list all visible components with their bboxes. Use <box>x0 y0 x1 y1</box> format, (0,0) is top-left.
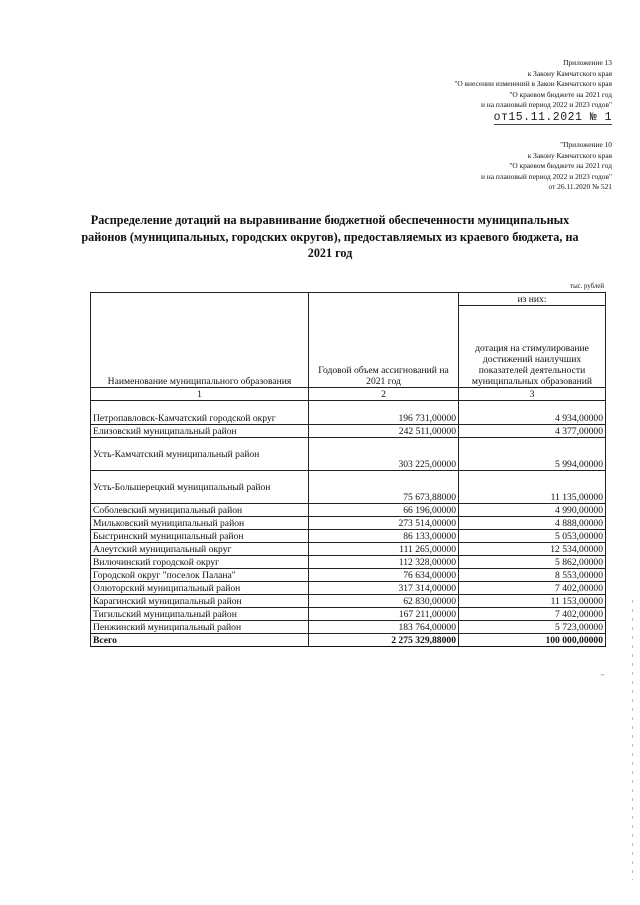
prev-annex-line: "Приложение 10 <box>560 140 612 149</box>
row-incentive: 11 153,00000 <box>459 595 606 608</box>
row-name: Усть-Большерецкий муниципальный район <box>91 471 309 504</box>
col-number: 1 <box>91 388 309 401</box>
row-name: Алеутский муниципальный округ <box>91 543 309 556</box>
row-incentive: 4 934,00000 <box>459 401 606 425</box>
row-incentive: 4 888,00000 <box>459 517 606 530</box>
table-row <box>91 556 606 569</box>
row-name: Усть-Камчатский муниципальный район <box>91 438 309 471</box>
row-annual: 62 830,00000 <box>309 595 459 608</box>
total-annual: 2 275 329,88000 <box>309 634 459 647</box>
row-name: Елизовский муниципальный район <box>91 425 309 438</box>
annex-line: к Закону Камчатского края <box>527 68 612 78</box>
table-row <box>91 543 606 556</box>
table-row <box>91 608 606 621</box>
row-incentive: 11 135,00000 <box>459 471 606 504</box>
row-incentive: 12 534,00000 <box>459 543 606 556</box>
annex-line: и на плановый период 2022 и 2023 годов" <box>480 100 612 110</box>
table-row <box>91 595 606 608</box>
row-annual: 167 211,00000 <box>309 608 459 621</box>
col-header-annual: Годовой объем ассигнований на 2021 год <box>309 293 459 388</box>
row-annual: 303 225,00000 <box>309 438 459 471</box>
row-name: Быстринский муниципальный район <box>91 530 309 543</box>
document-title: Распределение дотаций на выравнивание бюджетной обеспеченности муниципальных районов (муниципальных, городских округов), предоставляемых из краевого бюджета, на 2021 год <box>81 213 579 260</box>
table-row <box>91 582 606 595</box>
table-row <box>91 471 606 504</box>
prev-annex-line: от 26.11.2020 № 521 <box>548 182 612 192</box>
previous-annex-header <box>481 140 612 193</box>
total-row <box>91 634 606 647</box>
row-annual: 317 314,00000 <box>309 582 459 595</box>
row-name: Пенжинский муниципальный район <box>91 621 309 634</box>
row-name: Олюторский муниципальный район <box>91 582 309 595</box>
row-annual: 112 328,00000 <box>309 556 459 569</box>
row-annual: 196 731,00000 <box>309 401 459 425</box>
table-row <box>91 401 606 425</box>
total-incentive: 100 000,00000 <box>459 634 606 647</box>
row-incentive: 5 862,00000 <box>459 556 606 569</box>
annex-line: "О краевом бюджете на 2021 год <box>509 89 612 99</box>
table-row <box>91 517 606 530</box>
closing-quote-mark: " <box>601 673 604 681</box>
row-name: Карагинский муниципальный район <box>91 595 309 608</box>
row-name: Соболевский муниципальный район <box>91 504 309 517</box>
table-row <box>91 621 606 634</box>
row-incentive: 4 990,00000 <box>459 504 606 517</box>
row-annual: 242 511,00000 <box>309 425 459 438</box>
row-name: Тигильский муниципальный район <box>91 608 309 621</box>
row-name: Вилючинский городской округ <box>91 556 309 569</box>
row-name: Мильковский муниципальный район <box>91 517 309 530</box>
prev-annex-line: к Закону Камчатского края <box>527 150 612 160</box>
row-annual: 75 673,88000 <box>309 471 459 504</box>
table-row <box>91 504 606 517</box>
row-annual: 86 133,00000 <box>309 530 459 543</box>
col-number: 3 <box>459 388 606 401</box>
col-number: 2 <box>309 388 459 401</box>
allocation-table <box>90 292 606 647</box>
col-header-incentive: дотация на стимулирование достижений наилучших показателей деятельности муниципальных образований <box>459 306 606 388</box>
annex-line: "О внесении изменений в Закон Камчатского края <box>454 79 612 89</box>
row-incentive: 5 053,00000 <box>459 530 606 543</box>
units-label: тыс. рублей <box>570 283 604 290</box>
annex-line: Приложение 13 <box>563 58 612 67</box>
group-header: из них: <box>459 293 606 306</box>
table-row <box>91 530 606 543</box>
prev-annex-line: "О краевом бюджете на 2021 год <box>509 161 612 171</box>
row-annual: 111 265,00000 <box>309 543 459 556</box>
row-annual: 273 514,00000 <box>309 517 459 530</box>
row-annual: 76 634,00000 <box>309 569 459 582</box>
date-stamp: от15.11.2021 № 1 <box>493 110 612 124</box>
annex-header <box>454 58 612 125</box>
row-incentive: 5 723,00000 <box>459 621 606 634</box>
col-header-name: Наименование муниципального образования <box>91 293 309 388</box>
row-incentive: 7 402,00000 <box>459 582 606 595</box>
row-incentive: 8 553,00000 <box>459 569 606 582</box>
table-row <box>91 425 606 438</box>
table-row <box>91 438 606 471</box>
scan-edge-artifact <box>632 600 633 880</box>
total-label: Всего <box>91 634 309 647</box>
row-name: Городской округ "поселок Палана" <box>91 569 309 582</box>
row-incentive: 7 402,00000 <box>459 608 606 621</box>
row-incentive: 4 377,00000 <box>459 425 606 438</box>
prev-annex-line: и на плановый период 2022 и 2023 годов" <box>480 171 612 181</box>
row-name: Петропавловск-Камчатский городской округ <box>91 401 309 425</box>
table-row <box>91 569 606 582</box>
row-annual: 66 196,00000 <box>309 504 459 517</box>
row-incentive: 5 994,00000 <box>459 438 606 471</box>
row-annual: 183 764,00000 <box>309 621 459 634</box>
